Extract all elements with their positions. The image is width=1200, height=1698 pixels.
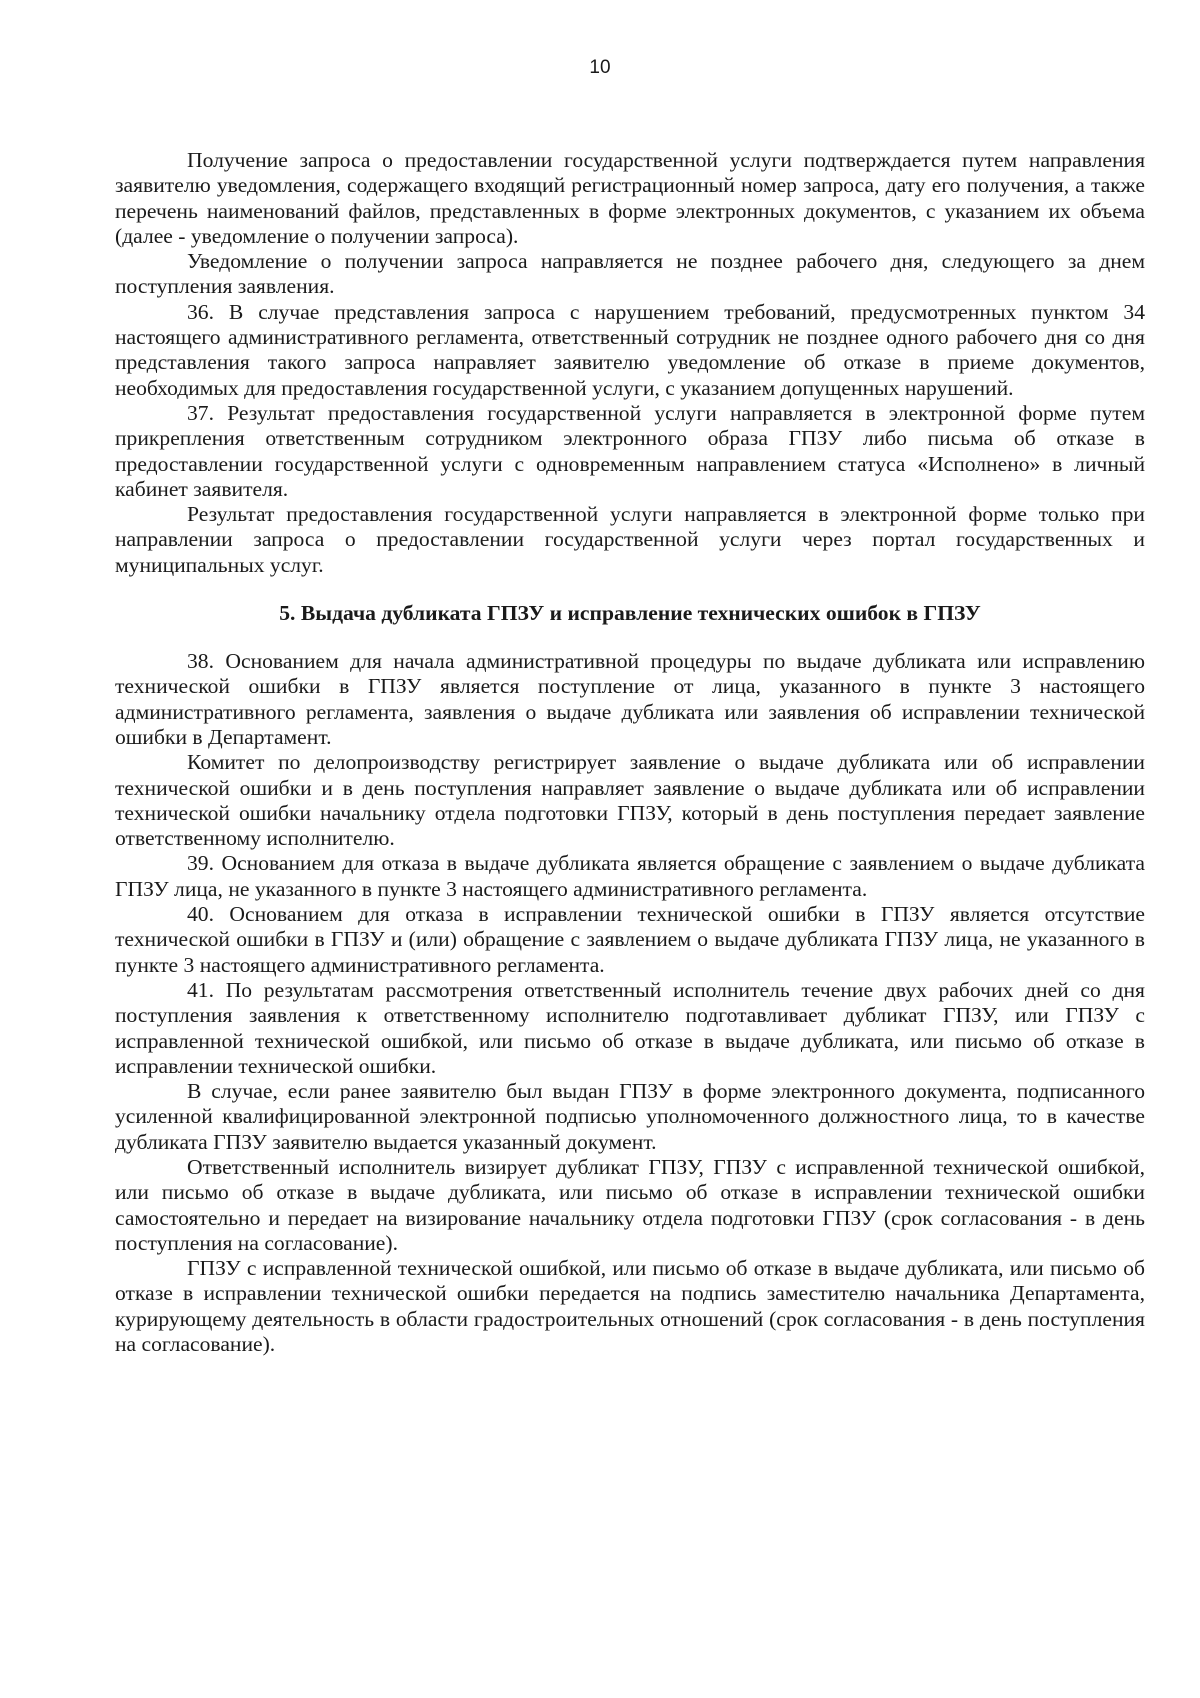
paragraph-item-41: 41. По результатам рассмотрения ответственный исполнитель течение двух рабочих дней со дня поступления заявления к ответственному исполнителю подготавливает дубликат ГПЗУ, или ГПЗУ с исправленной технической ошибкой, или письмо об отказе в выдаче дубликата, или письмо об отказе в исправлении технической ошибки. <box>115 977 1145 1078</box>
paragraph-committee-registration: Комитет по делопроизводству регистрирует заявление о выдаче дубликата или об исправлении технической ошибки и в день поступления направляет заявление о выдаче дубликата или об исправлении технической ошибки начальнику отдела подготовки ГПЗУ, который в день поступления передает заявление ответственному исполнителю. <box>115 750 1145 851</box>
paragraph-electronic-duplicate: В случае, если ранее заявителю был выдан ГПЗУ в форме электронного документа, подписанного усиленной квалифицированной электронной подписью уполномоченного должностного лица, то в качестве дубликата ГПЗУ заявителю выдается указанный документ. <box>115 1079 1145 1154</box>
paragraph-item-36: 36. В случае представления запроса с нарушением требований, предусмотренных пунктом 34 настоящего административного регламента, ответственный сотрудник не позднее одного рабочего дня со дня представления такого запроса направляет заявителю уведомление об отказе в приеме документов, необходимых для предоставления государственной услуги, с указанием допущенных нарушений. <box>115 299 1145 400</box>
paragraph-endorsement: Ответственный исполнитель визирует дубликат ГПЗУ, ГПЗУ с исправленной технической ошибкой, или письмо об отказе в выдаче дубликата, или письмо об отказе в исправлении технической ошибки самостоятельно и передает на визирование начальнику отдела подготовки ГПЗУ (срок согласования - в день поступления на согласование). <box>115 1154 1145 1255</box>
paragraph-receipt-confirmation: Получение запроса о предоставлении государственной услуги подтверждается путем направления заявителю уведомления, содержащего входящий регистрационный номер запроса, дату его получения, а также перечень наименований файлов, представленных в форме электронных документов, с указанием их объема (далее - уведомление о получении запроса). <box>115 148 1145 248</box>
paragraph-item-39: 39. Основанием для отказа в выдаче дубликата является обращение с заявлением о выдаче дубликата ГПЗУ лица, не указанного в пункте 3 настоящего административного регламента. <box>115 851 1145 901</box>
paragraph-item-38: 38. Основанием для начала административной процедуры по выдаче дубликата или исправлению технической ошибки в ГПЗУ является поступление от лица, указанного в пункте 3 настоящего административного регламента, заявления о выдаче дубликата или заявления об исправлении технической ошибки в Департамент. <box>115 649 1145 749</box>
page-number: 10 <box>589 57 611 78</box>
paragraph-signature-transfer: ГПЗУ с исправленной технической ошибкой, или письмо об отказе в выдаче дубликата, или письмо об отказе в исправлении технической ошибки передается на подпись заместителю начальника Департамента, курирующему деятельность в области градостроительных отношений (срок согласования - в день поступления на согласование). <box>115 1256 1145 1357</box>
paragraph-electronic-result: Результат предоставления государственной услуги направляется в электронной форме только при направлении запроса о предоставлении государственной услуги через портал государственных и муниципальных услуг. <box>115 502 1145 577</box>
document-body <box>115 148 1145 1357</box>
paragraph-item-37: 37. Результат предоставления государственной услуги направляется в электронной форме путем прикрепления ответственным сотрудником электронного образа ГПЗУ либо письма об отказе в предоставлении государственной услуги с одновременным направлением статуса «Исполнено» в личный кабинет заявителя. <box>115 400 1145 501</box>
paragraph-notification-deadline: Уведомление о получении запроса направляется не позднее рабочего дня, следующего за днем поступления заявления. <box>115 249 1145 299</box>
section-heading: 5. Выдача дубликата ГПЗУ и исправление технических ошибок в ГПЗУ <box>279 601 981 626</box>
paragraph-item-40: 40. Основанием для отказа в исправлении технической ошибки в ГПЗУ является отсутствие технической ошибки в ГПЗУ и (или) обращение с заявлением о выдаче дубликата ГПЗУ лица, не указанного в пункте 3 настоящего административного регламента. <box>115 902 1145 977</box>
